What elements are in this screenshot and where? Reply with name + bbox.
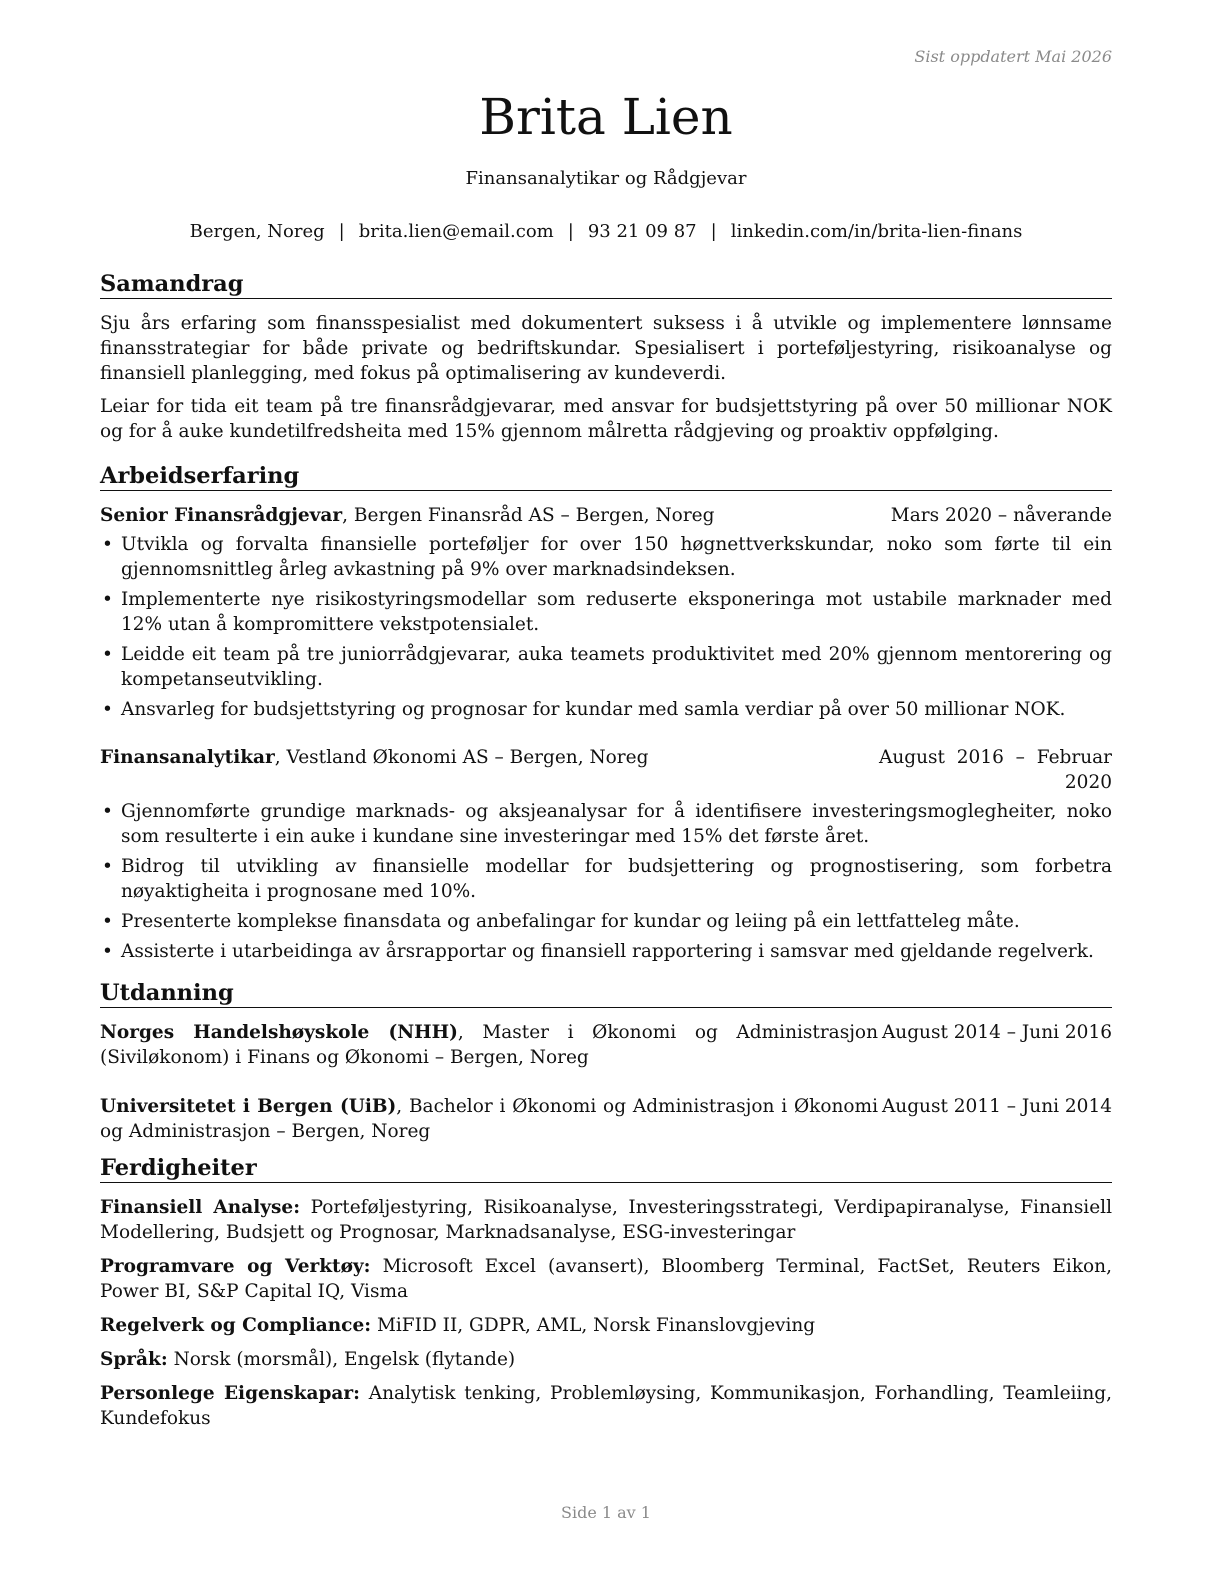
skill-row	[100, 1254, 1112, 1304]
job-organization: , Vestland Økonomi AS – Bergen, Noreg	[274, 747, 649, 768]
job-role: Finansanalytikar	[100, 747, 275, 768]
page-number: Side 1 av 1	[561, 1503, 651, 1522]
skill-label: Programvare og Verktøy:	[100, 1256, 371, 1277]
education-entry	[100, 1020, 1112, 1070]
skill-label: Personlege Eigenskapar:	[100, 1383, 360, 1404]
education-school: Norges Handelshøyskole (NHH)	[100, 1022, 458, 1043]
summary-paragraph: Sju års erfaring som finansspesialist med dokumentert suksess i å utvikle og implementere lønnsame finansstrategiar for både private og bedriftskundar. Spesialisert i porteføljestyring, risikoanalyse og finansiell planlegging, med fokus på optimalisering av kundeverdi.	[100, 313, 1112, 384]
section-heading-experience: Arbeidserfaring	[100, 462, 1112, 491]
job-bullet: • Gjennomførte grundige marknads- og aksjeanalysar for å identifisere investeringsmoglegheiter, noko som resulterte i ein auke i kundane sine investeringar med 15% det første året.	[100, 799, 1112, 849]
resume-content	[100, 270, 1112, 1440]
contact-separator: |	[710, 221, 717, 242]
job-bullet: • Bidrog til utvikling av finansielle modellar for budsjettering og prognostisering, som forbetra nøyaktigheita i prognosane med 10%.	[100, 854, 1112, 904]
job-dates: August 2016 – Februar 2020	[879, 747, 1112, 793]
contact-separator: |	[567, 221, 574, 242]
education-dates: August 2011 – Juni 2014	[881, 1096, 1112, 1117]
job-header	[100, 745, 1112, 795]
job-bullet: • Presenterte komplekse finansdata og anbefalingar for kundar og leiing på ein lettfatteleg måte.	[100, 909, 1112, 934]
candidate-title: Finansanalytikar og Rådgjevar	[465, 168, 747, 189]
section-heading-skills: Ferdigheiter	[100, 1154, 1112, 1183]
skill-value: Norsk (morsmål), Engelsk (flytande)	[167, 1349, 516, 1370]
job-header	[100, 503, 1112, 528]
job-organization: , Bergen Finansråd AS – Bergen, Noreg	[342, 505, 715, 526]
last-updated: Sist oppdatert Mai 2026	[914, 47, 1112, 66]
job-bullet: • Leidde eit team på tre juniorrådgjevarar, auka teamets produktivitet med 20% gjennom mentorering og kompetanseutvikling.	[100, 642, 1112, 692]
job-bullet: • Utvikla og forvalta finansielle porteføljer for over 150 høgnettverkskundar, noko som førte til ein gjennomsnittleg årleg avkastning på 9% over marknadsindeksen.	[100, 532, 1112, 582]
skill-value: Analytisk tenking, Problemløysing, Kommunikasjon, Forhandling, Teamleiing, Kundefokus	[100, 1383, 1112, 1429]
skill-value: MiFID II, GDPR, AML, Norsk Finanslovgjeving	[371, 1315, 816, 1336]
candidate-name: Brita Lien	[479, 88, 733, 146]
skill-row	[100, 1381, 1112, 1431]
skill-label: Språk:	[100, 1349, 168, 1370]
contact-email[interactable]: brita.lien@email.com	[358, 221, 554, 242]
job-dates: Mars 2020 – nåverande	[890, 505, 1112, 526]
summary-paragraph: Leiar for tida eit team på tre finansrådgjevarar, med ansvar for budsjettstyring på over 50 millionar NOK og for å auke kundetilfredsheita med 15% gjennom målretta rådgjeving og proaktiv oppfølging.	[100, 396, 1112, 442]
skill-label: Regelverk og Compliance:	[100, 1315, 372, 1336]
skill-value: Microsoft Excel (avansert), Bloomberg Terminal, FactSet, Reuters Eikon, Power BI, S&P Capital IQ, Visma	[100, 1256, 1112, 1302]
job-bullet-list	[100, 799, 1112, 964]
job-bullet: • Ansvarleg for budsjettstyring og prognosar for kundar med samla verdiar på over 50 millionar NOK.	[100, 697, 1112, 722]
skill-row	[100, 1313, 1112, 1338]
section-heading-education: Utdanning	[100, 979, 1112, 1008]
skill-label: Finansiell Analyse:	[100, 1197, 301, 1218]
contact-linkedin[interactable]: linkedin.com/in/brita-lien-finans	[730, 221, 1023, 242]
job-role: Senior Finansrådgjevar	[100, 505, 343, 526]
job-bullet: • Assisterte i utarbeidinga av årsrapportar og finansiell rapportering i samsvar med gjeldande regelverk.	[100, 939, 1112, 964]
education-detail: , Master i Økonomi og Administrasjon (Siviløkonom) i Finans og Økonomi – Bergen, Noreg	[100, 1022, 878, 1068]
education-detail: , Bachelor i Økonomi og Administrasjon i Økonomi og Administrasjon – Bergen, Noreg	[100, 1096, 878, 1142]
job-bullet-list	[100, 532, 1112, 722]
job-bullet: • Implementerte nye risikostyringsmodellar som reduserte eksponeringa mot ustabile marknader med 12% utan å kompromittere vekstpotensialet.	[100, 587, 1112, 637]
contact-separator: |	[338, 221, 345, 242]
contact-location: Bergen, Noreg	[189, 221, 325, 242]
contact-line	[100, 219, 1112, 244]
skill-row	[100, 1195, 1112, 1245]
skill-row	[100, 1347, 1112, 1372]
skill-value: Porteføljestyring, Risikoanalyse, Investeringsstrategi, Verdipapiranalyse, Finansiell Modellering, Budsjett og Prognosar, Marknadsanalyse, ESG-investeringar	[100, 1197, 1113, 1243]
contact-phone: 93 21 09 87	[587, 221, 697, 242]
section-heading-summary: Samandrag	[100, 270, 1112, 299]
education-school: Universitetet i Bergen (UiB)	[100, 1096, 397, 1117]
education-entry	[100, 1094, 1112, 1144]
education-dates: August 2014 – Juni 2016	[881, 1022, 1112, 1043]
resume-page	[100, 0, 1112, 1584]
